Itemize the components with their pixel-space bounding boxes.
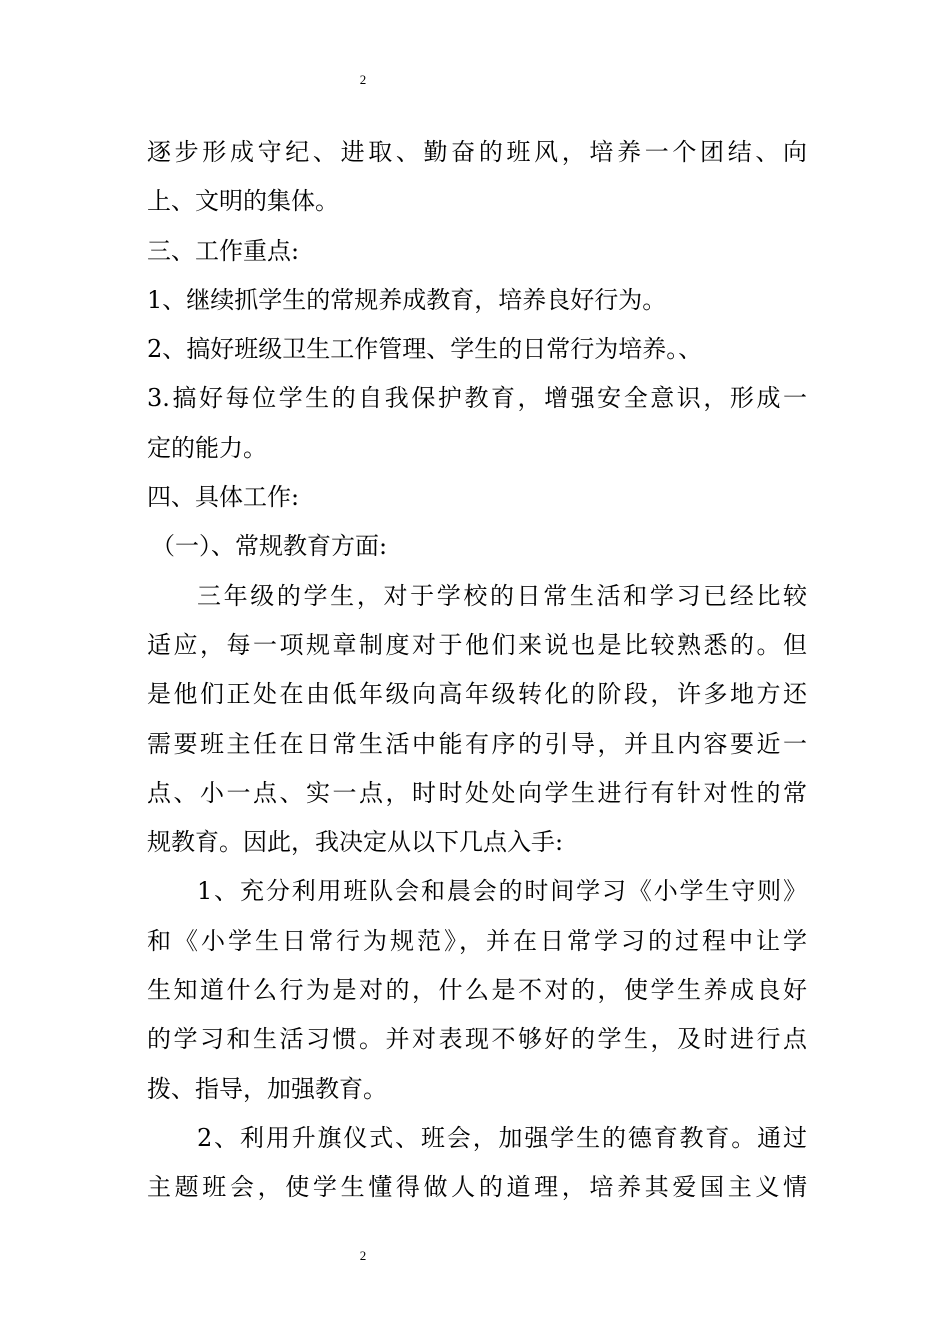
text-line: 逐步形成守纪、进取、勤奋的班风，培养一个团结、向 xyxy=(147,138,807,166)
text-line: 拨、指导，加强教育。 xyxy=(147,1074,387,1103)
text-line: 2、利用升旗仪式、班会，加强学生的德育教育。通过 xyxy=(197,1123,807,1152)
text-line: 适应，每一项规章制度对于他们来说也是比较熟悉的。但 xyxy=(147,630,807,659)
text-line: 点、小一点、实一点，时时处处向学生进行有针对性的常 xyxy=(147,778,807,807)
section-heading: 四、具体工作: xyxy=(147,483,300,512)
page-number-bottom: 2 xyxy=(359,1248,367,1263)
text-line: 的学习和生活习惯。并对表现不够好的学生，及时进行点 xyxy=(147,1025,807,1054)
document-body xyxy=(147,128,807,1213)
text-line: 1、继续抓学生的常规养成教育，培养良好行为。 xyxy=(147,285,667,314)
page-number-top: 2 xyxy=(359,72,367,87)
text-line: 上、文明的集体。 xyxy=(147,187,339,216)
subsection-heading: （一）、常规教育方面: xyxy=(151,532,388,561)
text-line: 和《小学生日常行为规范》，并在日常学习的过程中让学 xyxy=(147,926,807,955)
text-line: 三年级的学生，对于学校的日常生活和学习已经比较 xyxy=(197,581,807,610)
text-line: 需要班主任在日常生活中能有序的引导，并且内容要近一 xyxy=(147,729,807,758)
section-heading: 三、工作重点: xyxy=(147,236,300,265)
text-line: 是他们正处在由低年级向高年级转化的阶段，许多地方还 xyxy=(147,680,807,709)
text-line: 定的能力。 xyxy=(147,433,267,462)
text-line: 主题班会，使学生懂得做人的道理，培养其爱国主义情 xyxy=(147,1173,807,1202)
text-line: 生知道什么行为是对的，什么是不对的，使学生养成良好 xyxy=(147,976,807,1005)
text-line: 2、搞好班级卫生工作管理、学生的日常行为培养。、 xyxy=(147,335,703,364)
text-line: 3.搞好每位学生的自我保护教育，增强安全意识，形成一 xyxy=(147,384,807,413)
text-line: 规教育。因此，我决定从以下几点入手: xyxy=(147,828,564,857)
text-line: 1、充分利用班队会和晨会的时间学习《小学生守则》 xyxy=(197,877,807,906)
